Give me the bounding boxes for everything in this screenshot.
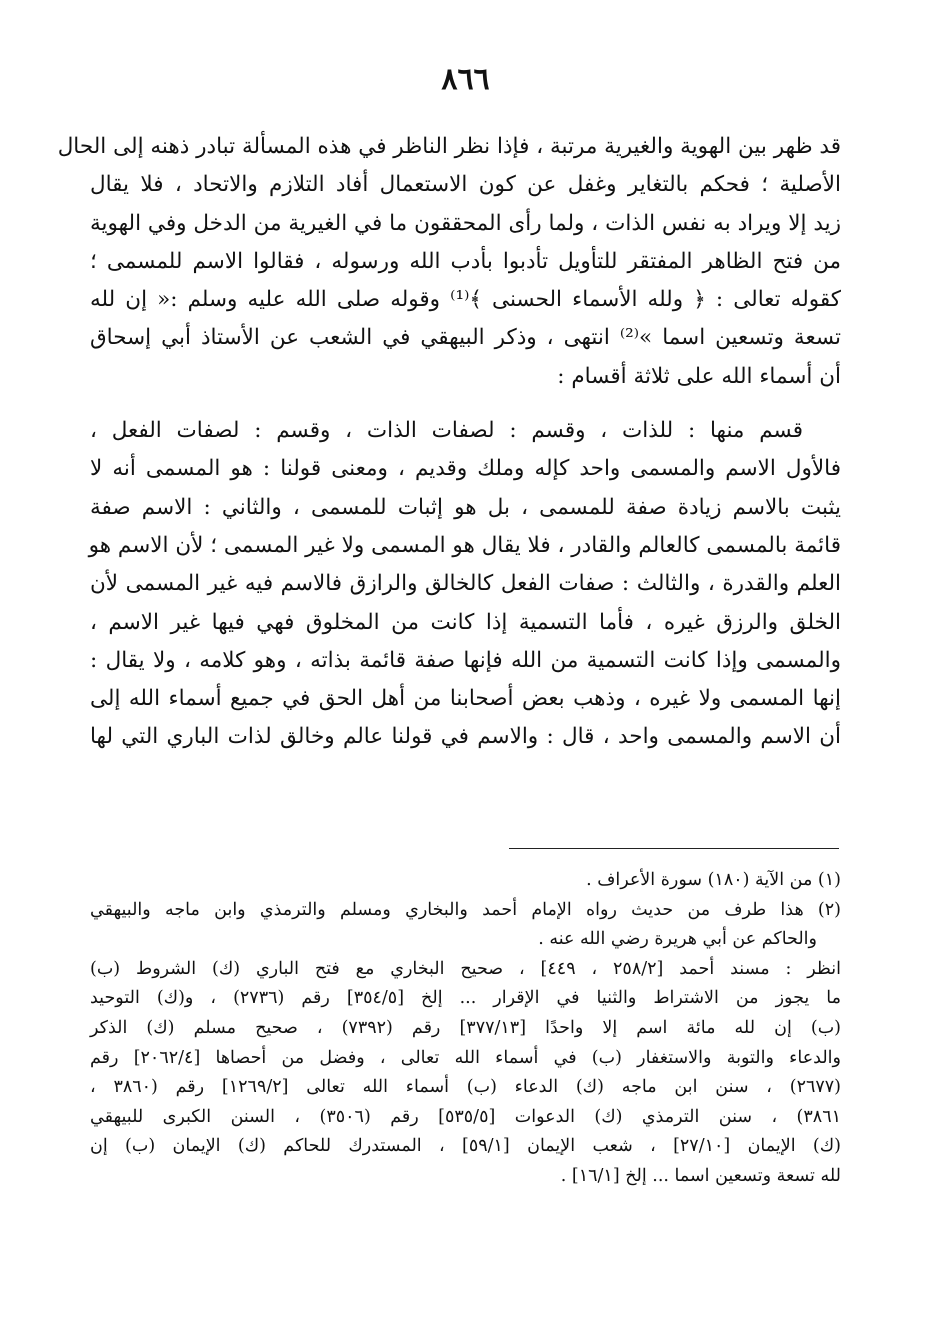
footnote-line: ما يجوز من الاشتراط والثنيا في الإقرار ... إلخ [٣٥٤/٥] رقم (٢٧٣٦) ، و(ك) التوحيد bbox=[90, 988, 841, 1009]
main-text bbox=[57, 128, 841, 757]
body-line: من فتح الظاهر المفتقر للتأويل تأدبوا بأدب الله ورسوله ، فقالوا الاسم للمسمى ؛ bbox=[90, 248, 841, 274]
footnote-line: (٢٦٧٧) ، سنن ابن ماجه (ك) الدعاء (ب) أسماء الله تعالى [١٢٦٩/٢] رقم (٣٨٦٠ ، bbox=[90, 1077, 841, 1098]
body-line: الخلق والرزق غيره ، فأما التسمية إذا كانت من المخلوق فهي فيها غير الاسم ، bbox=[90, 609, 841, 635]
body-line: قسم منها : للذات ، وقسم : لصفات الذات ، وقسم : لصفات الفعل ، bbox=[90, 418, 803, 444]
body-line: يثبت بالاسم زيادة صفة للمسمى ، بل هو إثبات للمسمى ، والثاني : الاسم صفة bbox=[90, 494, 841, 520]
body-line: فالأول الاسم والمسمى واحد كإله وملك وقديم ، ومعنى قولنا : هو المسمى أنه لا bbox=[90, 456, 841, 482]
footnote-line: لله تسعة وتسعين اسما ... إلخ [١٦/١] . bbox=[560, 1165, 841, 1186]
footnote-line: (ك) الإيمان [٢٧/١٠] ، شعب الإيمان [٥٩/١] ، المستدرك للحاكم (ك) الإيمان (ب) إن bbox=[90, 1136, 842, 1157]
body-line: كقوله تعالى : ﴿ ولله الأسماء الحسنى ﴾⁽¹⁾ وقوله صلى الله عليه وسلم :« إن لله bbox=[90, 287, 841, 313]
page-number: ٨٦٦ bbox=[441, 62, 490, 97]
footnote-line: (ب) إن لله مائة اسم إلا واحدًا [٣٧٧/١٣] رقم (٧٣٩٢) ، صحيح مسلم (ك) الذكر bbox=[90, 1017, 841, 1038]
body-line: أن أسماء الله على ثلاثة أقسام : bbox=[557, 363, 841, 389]
paragraph-gap bbox=[90, 396, 841, 412]
body-line: زيد إلا ويراد به نفس الذات ، ولما رأى المحققون ما في الغيرية من الدخل وفي الهوية bbox=[90, 210, 841, 236]
footnote-line: والحاكم عن أبي هريرة رضي الله عنه . bbox=[538, 929, 817, 950]
footnote-line: (١) من الآية (١٨٠) سورة الأعراف . bbox=[586, 870, 841, 890]
footnotes bbox=[90, 866, 841, 1192]
body-line: الأصلية ؛ فحكم بالتغاير وغفل عن كون الاستعمال أفاد التلازم والاتحاد ، فلا يقال bbox=[90, 172, 841, 198]
body-line: قد ظهر بين الهوية والغيرية مرتبة ، فإذا نظر الناظر في هذه المسألة تبادر ذهنه إلى الحال bbox=[57, 134, 841, 159]
body-line: إنها المسمى ولا غيره ، وذهب بعض أصحابنا من أهل الحق في جميع أسماء الله إلى bbox=[90, 686, 841, 712]
footnote-line: (٢) هذا طرف من حديث رواه الإمام أحمد والبخاري ومسلم والترمذي وابن ماجه والبيهقي bbox=[90, 899, 841, 920]
body-line: والمسمى وإذا كانت التسمية من الله فإنها صفة قائمة بذاته ، وهو كلامه ، ولا يقال : bbox=[90, 647, 841, 673]
body-line: العلم والقدرة ، والثالث : صفات الفعل كالخالق والرازق فالاسم فيه غير المسمى لأن bbox=[90, 571, 841, 597]
body-line: قائمة بالمسمى كالعالم والقادر ، فلا يقال هو المسمى ولا غير المسمى ؛ لأن الاسم هو bbox=[88, 532, 841, 558]
footnote-line: ٣٨٦١) ، سنن الترمذي (ك) الدعوات [٥٣٥/٥] رقم (٣٥٠٦) ، السنن الكبرى للبيهقي bbox=[90, 1106, 841, 1127]
body-line: أن الاسم والمسمى واحد ، قال : والاسم في قولنا عالم وخالق لذات الباري التي لها bbox=[90, 724, 841, 750]
footnote-line: انظر : مسند أحمد [٢٥٨/٢ ، ٤٤٩] ، صحيح البخاري مع فتح الباري (ك) الشروط (ب) bbox=[90, 958, 842, 979]
footnote-line: والدعاء والتوبة والاستغفار (ب) في أسماء الله تعالى ، وفضل من أحصاها [٢٠٦٢/٤] رقم bbox=[90, 1047, 841, 1068]
body-line: تسعة وتسعين اسما »⁽²⁾ انتهى ، وذكر البيهقي في الشعب عن الأستاذ أبي إسحاق bbox=[90, 325, 841, 351]
footnote-separator bbox=[509, 848, 839, 849]
